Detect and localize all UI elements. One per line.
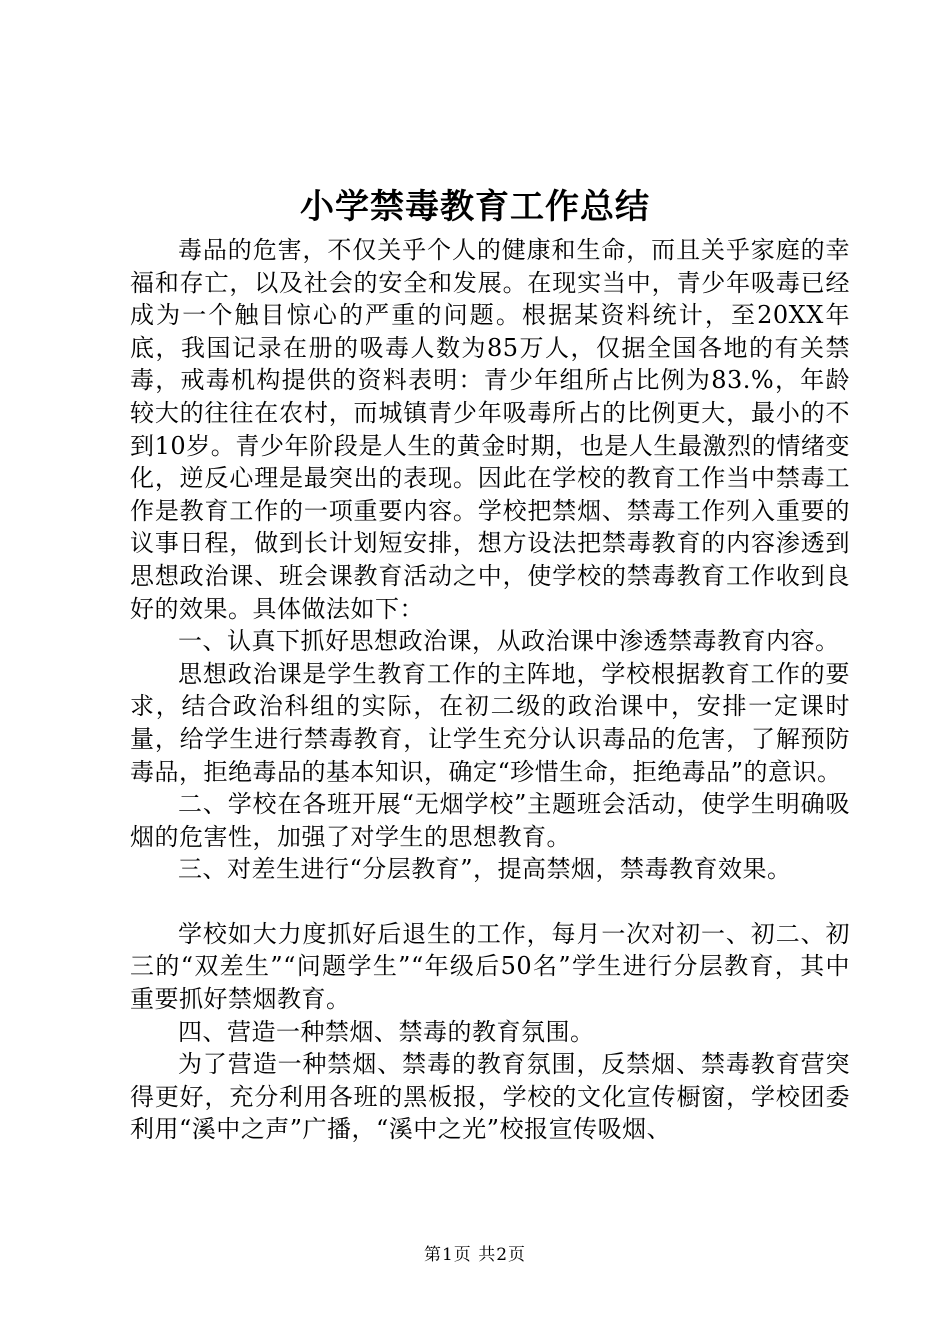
paragraph-section-2-heading: 二、学校在各班开展“无烟学校”主题班会活动，使学生明确吸烟的危害性，加强了对学生的思想教育。 bbox=[130, 790, 850, 851]
document-body bbox=[130, 234, 850, 1146]
document-title: 小学禁毒教育工作总结 bbox=[300, 187, 650, 227]
paragraph-section-4-body: 为了营造一种禁烟、禁毒的教育氛围，反禁烟、禁毒教育营突得更好，充分利用各班的黑板报，学校的文化宣传橱窗，学校团委利用“溪中之声”广播，“溪中之光”校报宣传吸烟、 bbox=[130, 1050, 850, 1144]
paragraph-section-3-body: 学校如大力度抓好后退生的工作，每月一次对初一、初二、初三的“双差生”“问题学生”“年级后50名”学生进行分层教育，其中重要抓好禁烟教育。 bbox=[130, 919, 850, 1014]
paragraph-section-4-heading: 四、营造一种禁烟、禁毒的教育氛围。 bbox=[178, 1017, 595, 1046]
page-number-footer: 第1页 共2页 bbox=[423, 1245, 527, 1265]
paragraph-section-3-heading: 三、对差生进行“分层教育”，提高禁烟，禁毒教育效果。 bbox=[178, 855, 792, 884]
paragraph-intro: 毒品的危害，不仅关乎个人的健康和生命，而且关乎家庭的幸福和存亡，以及社会的安全和发展。在现实当中，青少年吸毒已经成为一个触目惊心的严重的问题。根据某资料统计，至20XX年底，我国记录在册的吸毒人数为85万人，仅据全国各地的有关禁毒，戒毒机构提供的资料表明：青少年组所占比例为83.%，年龄较大的往往在农村，而城镇青少年吸毒所占的比例更大，最小的不到10岁。青少年阶段是人生的黄金时期，也是人生最激烈的情绪变化，逆反心理是最突出的表现。因此在学校的教育工作当中禁毒工作是教育工作的一项重要内容。学校把禁烟、禁毒工作列入重要的议事日程，做到长计划短安排，想方设法把禁毒教育的内容渗透到思想政治课、班会课教育活动之中，使学校的禁毒教育工作收到良好的效果。具体做法如下： bbox=[130, 236, 850, 623]
paragraph-section-1-body: 思想政治课是学生教育工作的主阵地，学校根据教育工作的要求，结合政治科组的实际，在初二级的政治课中，安排一定课时量，给学生进行禁毒教育，让学生充分认识毒品的危害，了解预防毒品，拒绝毒品的基本知识，确定“珍惜生命，拒绝毒品”的意识。 bbox=[130, 659, 850, 786]
paragraph-section-1-heading: 一、认真下抓好思想政治课，从政治课中渗透禁毒教育内容。 bbox=[178, 627, 840, 656]
